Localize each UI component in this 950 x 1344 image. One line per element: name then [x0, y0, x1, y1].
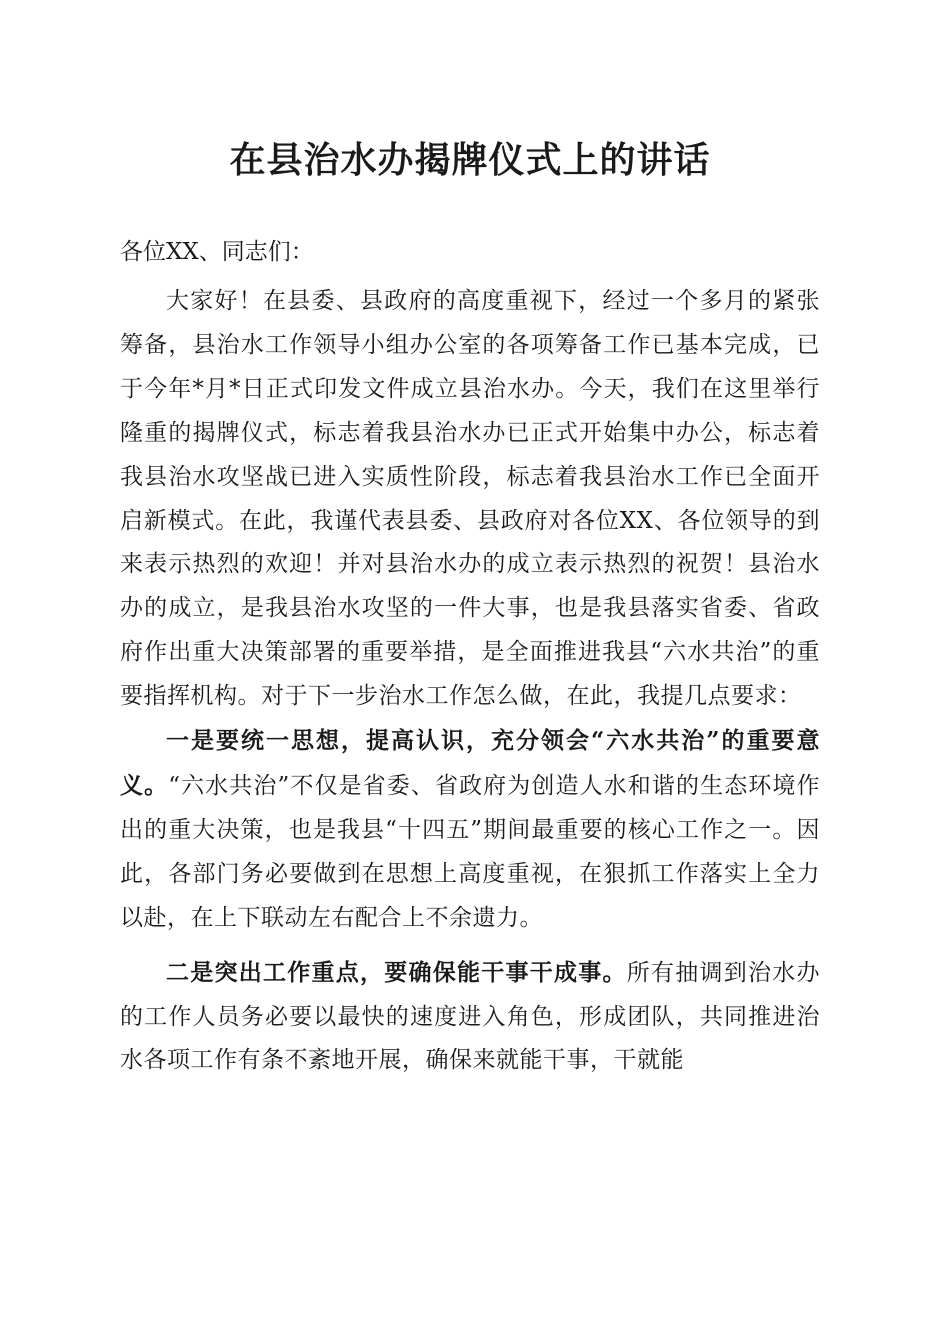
paragraph-opening [120, 280, 820, 719]
paragraph-text: 所有抽调到治水办的工作人员务必要以最快的速度进入角色，形成团队，共同推进治水各项工作有条不紊地开展，确保来就能干事，干就能 [120, 959, 820, 1074]
document-body [120, 280, 820, 1083]
paragraph-lead: 二是突出工作重点，要确保能干事干成事。 [166, 958, 627, 986]
paragraph-lead: 一是要统一思想，提高认识，充分领会“六水共治”的重要意义。 [120, 727, 820, 799]
salutation: 各位XX、同志们： [120, 239, 314, 265]
paragraph-point-two [120, 951, 820, 1084]
paragraph-text: “六水共治”不仅是省委、省政府为创造人水和谐的生态环境作出的重大决策，也是我县“十四五”期间最重要的核心工作之一。因此，各部门务必要做到在思想上高度重视，在狠抓工作落实上全力以赴，在上下联动左右配合上不余遗力。 [120, 772, 820, 931]
document-title: 在县治水办揭牌仪式上的讲话 [229, 139, 711, 181]
paragraph-point-one [120, 719, 820, 941]
paragraph-text: 大家好！在县委、县政府的高度重视下，经过一个多月的紧张筹备，县治水工作领导小组办公室的各项筹备工作已基本完成，已于今年*月*日正式印发文件成立县治水办。今天，我们在这里举行隆重的揭牌仪式，标志着我县治水办已正式开始集中办公，标志着我县治水攻坚战已进入实质性阶段，标志着我县治水工作已全面开启新模式。在此，我谨代表县委、县政府对各位XX、各位领导的到来表示热烈的欢迎！并对县治水办的成立表示热烈的祝贺！县治水办的成立，是我县治水攻坚的一件大事，也是我县落实省委、省政府作出重大决策部署的重要举措，是全面推进我县“六水共治”的重要指挥机构。对于下一步治水工作怎么做，在此，我提几点要求： [120, 288, 820, 710]
